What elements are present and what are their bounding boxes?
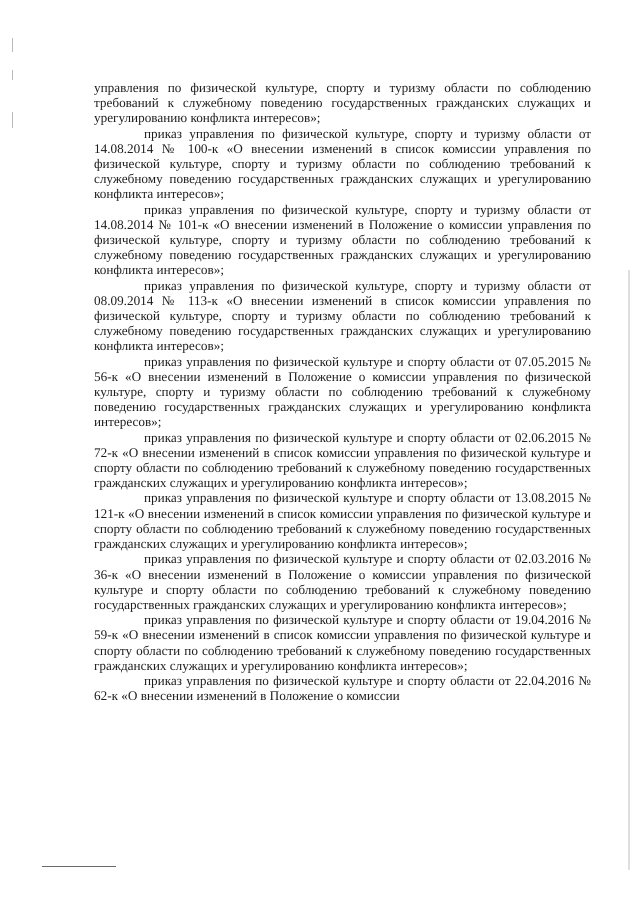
scan-artifact xyxy=(12,70,13,80)
paragraph: приказ управления по физической культуре, спорту и туризму области от 08.09.2014 № 113-к «О внесении изменений в список комиссии управления по физической культуре, спорту и туризму области по соблюдению требований к служебному поведению государственных гражданских служащих и урегулированию конфликта интересов»; xyxy=(94,277,591,354)
paragraph: приказ управления по физической культуре и спорту области от 19.04.2016 № 59-к «О внесении изменений в список комиссии управления по физической культуре и спорту области по соблюдению требований к служебному поведению государственных гражданских служащих и урегулированию конфликта интересов»; xyxy=(94,612,591,673)
document-body xyxy=(94,80,591,703)
paragraph: приказ управления по физической культуре и спорту области от 02.03.2016 № 36-к «О внесении изменений в Положение о комиссии управления по физической культуре и спорту области по соблюдению требований к служебному поведению государственных гражданских служащих и урегулированию конфликта интересов»; xyxy=(94,551,591,612)
scan-artifact xyxy=(12,38,13,52)
footer-divider xyxy=(42,866,116,867)
paragraph: приказ управления по физической культуре, спорту и туризму области от 14.08.2014 № 101-к «О внесении изменений в Положение о комиссии управления по физической культуре, спорту и туризму области по соблюдению требований к служебному поведению государственных гражданских служащих и урегулированию конфликта интересов»; xyxy=(94,201,591,278)
scan-artifact xyxy=(12,112,13,128)
scan-artifact xyxy=(628,270,630,870)
paragraph: приказ управления по физической культуре, спорту и туризму области от 14.08.2014 № 100-к «О внесении изменений в список комиссии управления по физической культуре, спорту и туризму области по соблюдению требований к служебному поведению государственных гражданских служащих и урегулированию конфликта интересов»; xyxy=(94,125,591,202)
paragraph: приказ управления по физической культуре и спорту области от 13.08.2015 № 121-к «О внесении изменений в список комиссии управления по физической культуре и спорту области по соблюдению требований к служебному поведению государственных гражданских служащих и урегулированию конфликта интересов»; xyxy=(94,490,591,552)
paragraph: приказ управления по физической культуре и спорту области от 07.05.2015 № 56-к «О внесении изменений в Положение о комиссии управления по физической культуре, спорту и туризму области по соблюдению требований к служебному поведению государственных гражданских служащих и урегулированию конфликта интересов»; xyxy=(94,353,591,430)
paragraph: приказ управления по физической культуре и спорту области от 22.04.2016 № 62-к «О внесении изменений в Положение о комиссии xyxy=(94,672,591,704)
paragraph: управления по физической культуре, спорту и туризму области по соблюдению требований к служебному поведению государственных гражданских служащих и урегулированию конфликта интересов»; xyxy=(94,80,591,126)
paragraph: приказ управления по физической культуре и спорту области от 02.06.2015 № 72-к «О внесении изменений в список комиссии управления по физической культуре и спорту области по соблюдению требований к служебному поведению государственных гражданских служащих и урегулированию конфликта интересов»; xyxy=(94,429,591,491)
